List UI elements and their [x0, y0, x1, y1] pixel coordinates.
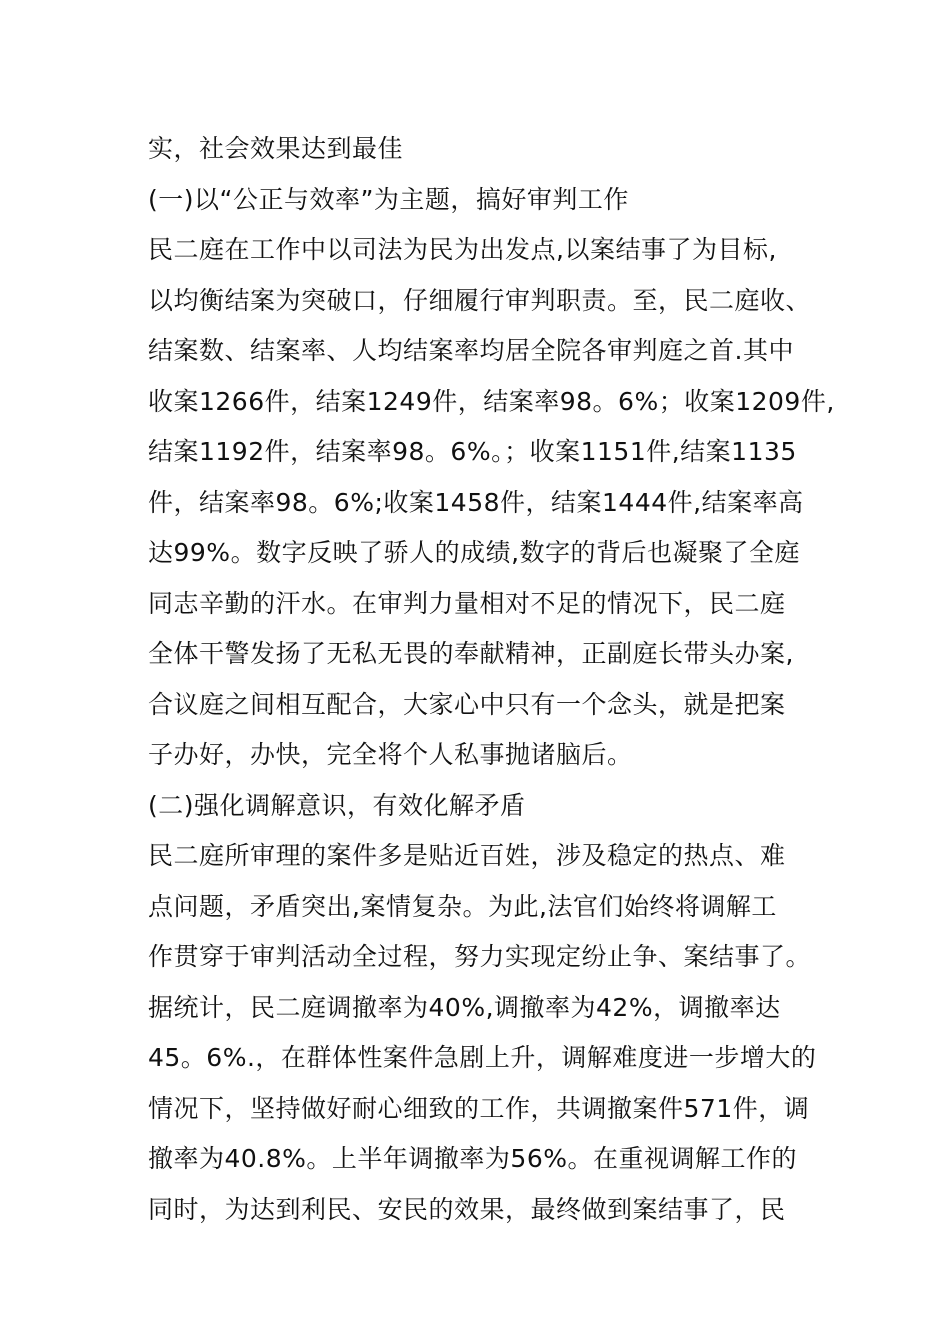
text-line: 民二庭在工作中以司法为民为出发点,以案结事了为目标,: [148, 235, 777, 264]
text-line: 点问题，矛盾突出,案情复杂。为此,法官们始终将调解工: [148, 891, 777, 921]
text-line: 件，结案率98。6%;收案1458件，结案1444件,结案率高: [148, 487, 804, 517]
text-line: 同志辛勤的汗水。在审判力量相对不足的情况下，民二庭: [148, 588, 786, 618]
text-line: 达99%。数字反映了骄人的成绩,数字的背后也凝聚了全庭: [148, 538, 801, 567]
text-line: 45。6%.，在群体性案件急剧上升，调解难度进一步增大的: [148, 1043, 817, 1072]
text-line: 以均衡结案为突破口，仔细履行审判职责。至，民二庭收、: [148, 285, 812, 315]
text-line: 据统计，民二庭调撤率为40%,调撤率为42%，调撤率达: [148, 992, 781, 1022]
text-line: 收案1266件，结案1249件，结案率98。6%；收案1209件,: [148, 386, 835, 416]
text-line: 结案数、结案率、人均结案率均居全院各审判庭之首.其中: [148, 336, 794, 365]
text-line: 实，社会效果达到最佳: [148, 134, 404, 163]
text-line: 子办好，办快，完全将个人私事抛诸脑后。: [148, 740, 633, 769]
text-line: 作贯穿于审判活动全过程，努力实现定纷止争、案结事了。: [148, 942, 812, 971]
section-heading: (二)强化调解意识，有效化解矛盾: [148, 790, 526, 820]
text-line: 合议庭之间相互配合，大家心中只有一个念头，就是把案: [148, 689, 786, 719]
text-line: 同时，为达到利民、安民的效果，最终做到案结事了，民: [148, 1194, 786, 1224]
text-line: 撤率为40.8%。上半年调撤率为56%。在重视调解工作的: [148, 1144, 797, 1173]
section-heading: (一)以“公正与效率”为主题，搞好审判工作: [148, 184, 629, 214]
text-line: 民二庭所审理的案件多是贴近百姓，涉及稳定的热点、难: [148, 841, 786, 870]
text-line: 全体干警发扬了无私无畏的奉献精神，正副庭长带头办案,: [148, 639, 794, 668]
document-body: [148, 124, 835, 1235]
text-line: 结案1192件，结案率98。6%。；收案1151件,结案1135: [148, 437, 797, 466]
text-line: 情况下，坚持做好耐心细致的工作，共调撤案件571件，调: [148, 1093, 810, 1123]
